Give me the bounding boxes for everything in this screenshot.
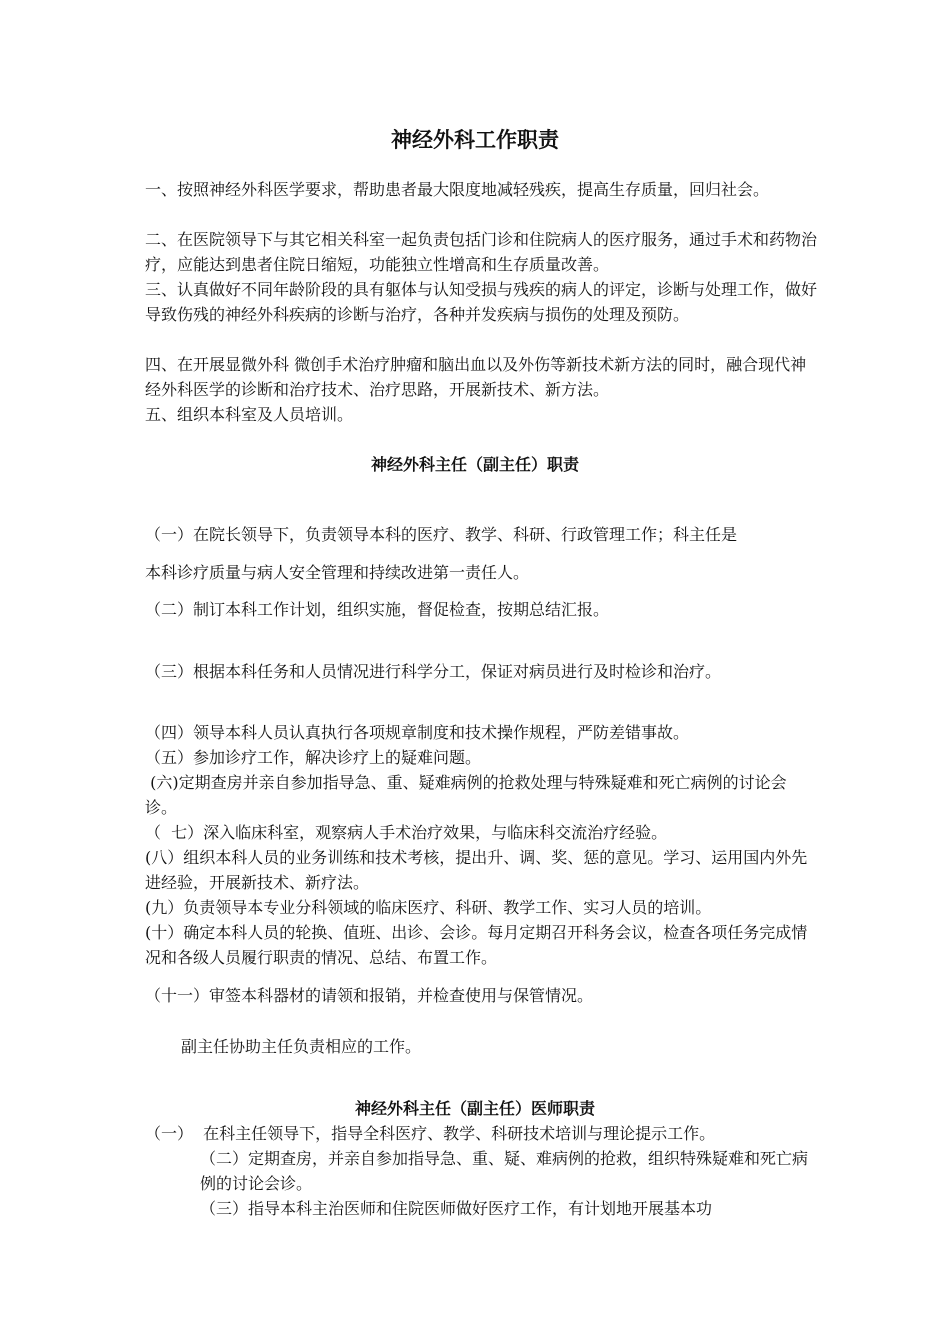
section2-item-10: (十）确定本科人员的轮换、值班、出诊、会诊。每月定期召开科务会议，检查各项任务完成情况和各级人员履行职责的情况、总结、布置工作。 [145,923,808,967]
section3-title: 神经外科主任（副主任）医师职责 [354,1099,595,1118]
section1-item-3: 三、认真做好不同年龄阶段的具有躯体与认知受损与残疾的病人的评定，诊断与处理工作，做好导致伤残的神经外科疾病的诊断与治疗，各种并发疾病与损伤的处理及预防。 [145,280,818,324]
section2-item-3: （三）根据本科任务和人员情况进行科学分工，保证对病员进行及时检诊和治疗。 [145,662,722,681]
section2-note: 副主任协助主任负责相应的工作。 [181,1037,422,1056]
section1-item-4: 四、在开展显微外科 微创手术治疗肿瘤和脑出血以及外伤等新技术新方法的同时，融合现代神经外科医学的诊断和治疗技术、治疗思路，开展新技术、新方法。 [145,355,807,399]
section2-item-2: （二）制订本科工作计划，组织实施，督促检查，按期总结汇报。 [145,600,610,619]
section3-item-3: （三）指导本科主治医师和住院医师做好医疗工作，有计划地开展基本功 [200,1199,713,1218]
section2-item-5: （五）参加诊疗工作，解决诊疗上的疑难问题。 [145,748,482,767]
section2-item-11: （十一）审签本科器材的请领和报销，并检查使用与保管情况。 [145,986,594,1005]
section2-item-7: （ 七）深入临床科室，观察病人手术治疗效果，与临床科交流治疗经验。 [145,823,668,842]
section1-title: 神经外科工作职责 [391,128,559,152]
section2-item-1-cont: 本科诊疗质量与病人安全管理和持续改进第一责任人。 [145,563,530,582]
section2-item-4: （四）领导本科人员认真执行各项规章制度和技术操作规程，严防差错事故。 [145,723,690,742]
section2-title: 神经外科主任（副主任）职责 [370,455,579,474]
section2-item-8: (八）组织本科人员的业务训练和技术考核，提出升、调、奖、惩的意见。学习、运用国内外先进经验，开展新技术、新疗法。 [145,848,808,892]
section1-item-1: 一、按照神经外科医学要求，帮助患者最大限度地减轻残疾，提高生存质量，回归社会。 [145,180,770,199]
section3-item-2: （二）定期查房，并亲自参加指导急、重、疑、难病例的抢救，组织特殊疑难和死亡病例的讨论会诊。 [200,1149,809,1193]
section1-item-2: 二、在医院领导下与其它相关科室一起负责包括门诊和住院病人的医疗服务，通过手术和药物治疗，应能达到患者住院日缩短，功能独立性增高和生存质量改善。 [145,230,818,274]
section2-item-1: （一）在院长领导下，负责领导本科的医疗、教学、科研、行政管理工作；科主任是 [145,525,738,544]
section2-item-6: (六)定期查房并亲自参加指导急、重、疑难病例的抢救处理与特殊疑难和死亡病例的讨论会诊。 [145,773,787,817]
section1-item-5: 五、组织本科室及人员培训。 [145,405,354,424]
section2-item-9: (九）负责领导本专业分科领域的临床医疗、科研、教学工作、实习人员的培训。 [145,898,712,917]
section3-item-1: （一） 在科主任领导下，指导全科医疗、教学、科研技术培训与理论提示工作。 [145,1124,716,1143]
